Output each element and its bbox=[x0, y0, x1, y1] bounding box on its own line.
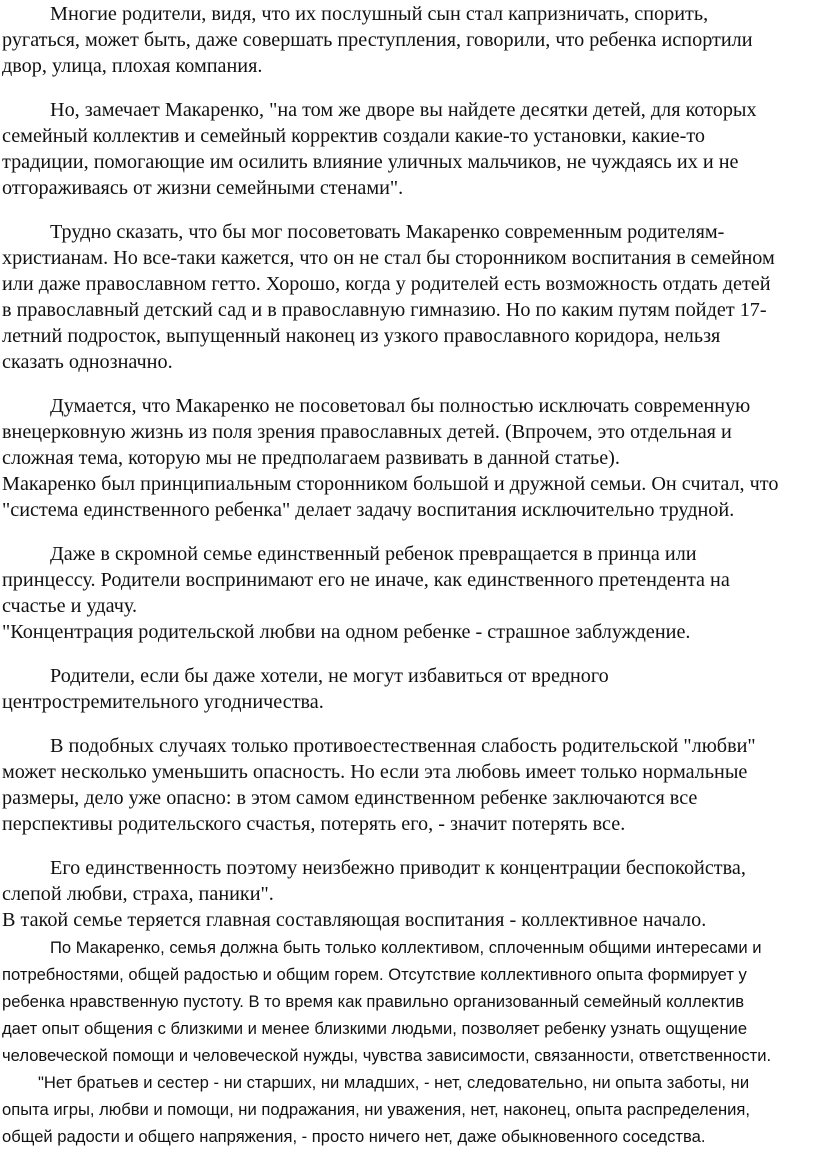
paragraph-3-line-4: в православный детский сад и в православную гимназию. Но по каким путям пойдет 17- bbox=[2, 299, 767, 321]
paragraph-3-line-5: летний подросток, выпущенный наконец из узкого православного коридора, нельзя bbox=[2, 325, 721, 347]
paragraph-9-line-5: человеческой помощи и человеческой нужды, чувства зависимости, связанности, ответственности. bbox=[2, 1046, 772, 1065]
paragraph-5-line-2: принцессу. Родители воспринимают его не иначе, как единственного претендента на bbox=[2, 569, 730, 591]
paragraph-1-line-1: Многие родители, видя, что их послушный сын стал капризничать, спорить, bbox=[50, 3, 709, 25]
paragraph-4-line-5: "система единственного ребенка" делает задачу воспитания исключительно трудной. bbox=[2, 499, 735, 521]
paragraph-1-line-3: двор, улица, плохая компания. bbox=[2, 55, 263, 77]
paragraph-8-line-2: слепой любви, страха, паники". bbox=[2, 883, 274, 905]
paragraph-3-line-2: христианам. Но все-таки кажется, что он не стал бы сторонником воспитания в семейном bbox=[2, 247, 775, 269]
paragraph-3-line-6: сказать однозначно. bbox=[2, 351, 173, 373]
paragraph-8-line-1: Его единственность поэтому неизбежно приводит к концентрации беспокойства, bbox=[50, 857, 746, 879]
paragraph-2-line-1: Но, замечает Макаренко, "на том же дворе вы найдете десятки детей, для которых bbox=[50, 99, 757, 121]
paragraph-9-line-1: По Макаренко, семья должна быть только коллективом, сплоченным общими интересами и bbox=[50, 938, 762, 957]
paragraph-4-line-1: Думается, что Макаренко не посоветовал бы полностью исключать современную bbox=[50, 395, 751, 417]
paragraph-5-line-4: "Концентрация родительской любви на одном ребенке - страшное заблуждение. bbox=[2, 621, 691, 643]
paragraph-2-line-2: семейный коллектив и семейный корректив создали какие-то установки, какие-то bbox=[2, 125, 706, 147]
paragraph-5-line-1: Даже в скромной семье единственный ребенок превращается в принца или bbox=[50, 543, 697, 565]
paragraph-4-line-2: внецерковную жизнь из поля зрения православных детей. (Впрочем, это отдельная и bbox=[2, 421, 732, 443]
paragraph-2-line-3: традиции, помогающие им осилить влияние уличных мальчиков, не чуждаясь их и не bbox=[2, 151, 739, 173]
paragraph-1-line-2: ругаться, может быть, даже совершать преступления, говорили, что ребенка испортили bbox=[2, 29, 753, 51]
paragraph-4-line-3: сложная тема, которую мы не предполагаем развивать в данной статье). bbox=[2, 447, 620, 469]
paragraph-6-line-1: Родители, если бы даже хотели, не могут избавиться от вредного bbox=[50, 665, 609, 687]
paragraph-4-line-4: Макаренко был принципиальным сторонником большой и дружной семьи. Он считал, что bbox=[2, 473, 779, 495]
paragraph-9-line-3: ребенка нравственную пустоту. В то время как правильно организованный семейный коллектив bbox=[2, 992, 745, 1011]
paragraph-10-line-3: общей радости и общего напряжения, - просто ничего нет, даже обыкновенного соседства. bbox=[2, 1127, 706, 1146]
paragraph-10-line-2: опыта игры, любви и помощи, ни подражания, ни уважения, нет, наконец, опыта распределения, bbox=[2, 1100, 750, 1119]
paragraph-7-line-4: перспективы родительского счастья, потерять его, - значит потерять все. bbox=[2, 813, 626, 835]
paragraph-2-line-4: отгораживаясь от жизни семейными стенами". bbox=[2, 177, 404, 199]
paragraph-6-line-2: центростремительного угодничества. bbox=[2, 691, 324, 713]
paragraph-9-line-4: дает опыт общения с близкими и менее близкими людьми, позволяет ребенку узнать ощущение bbox=[2, 1019, 748, 1038]
paragraph-5-line-3: счастье и удачу. bbox=[2, 595, 138, 617]
paragraph-3-line-1: Трудно сказать, что бы мог посоветовать Макаренко современным родителям- bbox=[50, 221, 725, 243]
paragraph-9-line-2: потребностями, общей радостью и общим горем. Отсутствие коллективного опыта формирует у bbox=[2, 965, 747, 984]
paragraph-10-line-1: "Нет братьев и сестер - ни старших, ни младших, - нет, следовательно, ни опыта заботы, ни bbox=[38, 1073, 750, 1092]
paragraph-7-line-1: В подобных случаях только противоестественная слабость родительской "любви" bbox=[50, 735, 756, 757]
paragraph-7-line-2: может несколько уменьшить опасность. Но если эта любовь имеет только нормальные bbox=[2, 761, 748, 783]
paragraph-3-line-3: или даже православном гетто. Хорошо, когда у родителей есть возможность отдать детей bbox=[2, 273, 771, 295]
paragraph-8-line-3: В такой семье теряется главная составляющая воспитания - коллективное начало. bbox=[2, 909, 707, 931]
paragraph-7-line-3: размеры, дело уже опасно: в этом самом единственном ребенке заключаются все bbox=[2, 787, 698, 809]
